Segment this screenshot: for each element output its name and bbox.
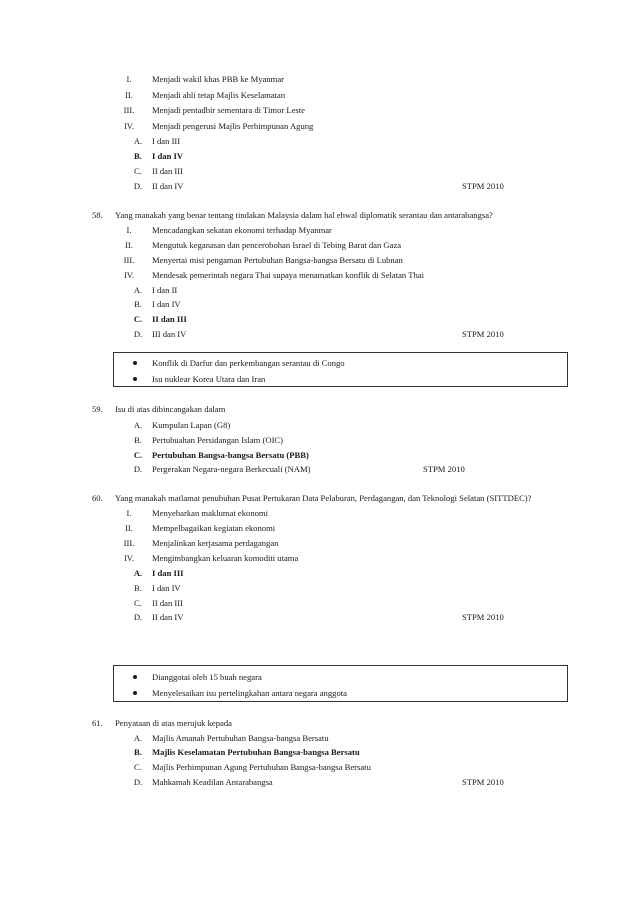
box2-item-1: Dianggotai oleh 15 buah negara [152,672,262,682]
bullet-icon [133,377,137,381]
box1-item-2: Isu nuklear Korea Utara dan Iran [152,374,266,384]
q61-source: STPM 2010 [462,777,504,787]
q57-source: STPM 2010 [462,181,504,191]
bullet-icon [133,361,137,365]
box2-item-2: Menyelesaikan isu pertelingkahan antara negara anggota [152,688,347,698]
bullet-icon [133,675,137,679]
document-page: I. Menjadi wakil khas PBB ke Myanmar II. Menjadi ahli tetap Majlis Keselamatan III. Menjadi pentadbir sementara di Timor Leste IV. Menjadi pengerusi Majlis Perhimpunan Agung A. I dan III B. I dan IV C. II dan III D. II dan IV STPM 2010 58. Yang manakah yang benar tentang tindakan Malaysia dalam hal ehwal diplomatik serantau dan antarabangsa? I. Mencadangkan sekatan ekonomi terhadap Myanmar II. Mengutuk keganasan dan pencerobohan Israel di Tebing Barat dan Gaza III. Menyertai misi pengaman Pertubuhan Bangsa-bangsa Bersatu di Lubnan IV. Mendesak pemerintah negara Thai supaya menamatkan konflik di Selatan Thai A. I dan II B. I dan IV C. II dan III D. III dan IV STPM 2010 Konflik di Darfur dan perkembangan serantau di Congo Isu nuklear Korea Utara dan Iran 59. Isu di atas dibincangakan dalam A. Kumpulan Lapan (G8) B. Pertubuahan Persidangan Islam (OIC) C. Pertubuhan Bangsa-bangsa Bersatu (PBB) D. Pergerakan Negara-negara Berkecuali (NAM) STPM 2010 60. Yang manakah matlamat penubuhan Pusat Pertukaran Data Pelaburan, Perdagangan, dan Teknologi Selatan (SITTDEC)? I. Menyebarkan maklumat ekonomi II. Mempelbagaikan kegiatan ekonomi III. Menjalinkan kerjasama perdagangan IV. Mengimbangkan keluaran komoditi utama A. I dan III B. I dan IV C. II dan III D. II dan IV STPM 2010 Dianggotai oleh 15 buah negara Menyelesaikan isu pertelingkahan antara negara anggota 61. Penyataan di atas merujuk kepada A. Majlis Amanah Pertubuhan Bangsa-bangsa Bersatu B. Majlis Keselamatan Pertubuhan Bangsa-bangsa Bersatu C. Majlis Perhimpunan Agung Pertubuhan Bangsa-bangsa Bersatu D. Mahkamah Keadilan Antarabangsa STPM 2010 [0,0,638,903]
box1-item-1: Konflik di Darfur dan perkembangan serantau di Congo [152,358,345,368]
q59-source: STPM 2010 [423,464,465,474]
q60-source: STPM 2010 [462,612,504,622]
q58-source: STPM 2010 [462,329,504,339]
bullet-icon [133,691,137,695]
